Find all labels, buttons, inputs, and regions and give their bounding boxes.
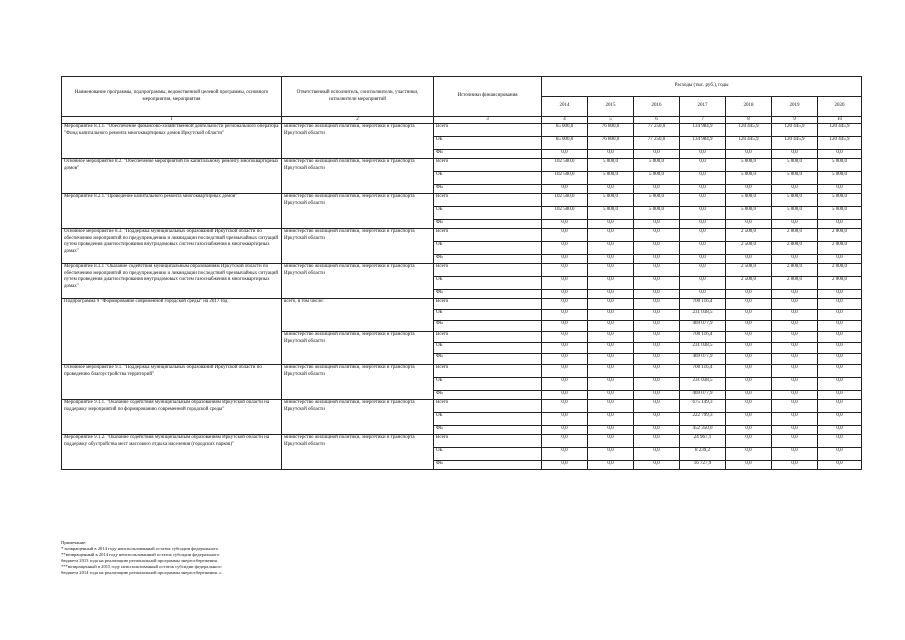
funding-source: Всего <box>434 159 542 172</box>
amount-cell: 0,0 <box>818 255 862 264</box>
amount-cell: 0,0 <box>772 426 818 435</box>
amount-cell: 0,0 <box>726 290 772 299</box>
amount-cell: 0,0 <box>726 255 772 264</box>
year-header: 2018 <box>726 97 772 117</box>
amount-cell: 5 000,0 <box>726 172 772 185</box>
amount-cell: 0,0 <box>726 461 772 470</box>
year-header: 2017 <box>680 97 726 117</box>
amount-cell: 0,0 <box>588 426 634 435</box>
amount-cell: 5 000,0 <box>588 194 634 207</box>
amount-cell: 5 000,0 <box>772 207 818 220</box>
amount-cell: 134 984,9 <box>680 124 726 137</box>
table-row <box>62 229 862 242</box>
amount-cell: 0,0 <box>818 310 862 321</box>
amount-cell: 0,0 <box>772 220 818 229</box>
amount-cell: 0,0 <box>726 365 772 378</box>
amount-cell: 0,0 <box>818 290 862 299</box>
amount-cell: 0,0 <box>634 332 680 343</box>
activity-name: Основное мероприятие 9.1. "Поддержка муниципальных образований Иркутской области по проведению благоустройства территорий" <box>62 365 282 400</box>
amount-cell: 0,0 <box>634 321 680 332</box>
column-number: 10 <box>818 117 862 124</box>
amount-cell: 469 077,9 <box>680 391 726 400</box>
year-header: 2014 <box>542 97 588 117</box>
amount-cell: 0,0 <box>588 461 634 470</box>
amount-cell: 0,0 <box>772 391 818 400</box>
amount-cell: 0,0 <box>680 172 726 185</box>
amount-cell: 0,0 <box>588 310 634 321</box>
amount-cell: 0,0 <box>542 426 588 435</box>
amount-cell: 77 250,0 <box>634 124 680 137</box>
amount-cell: 0,0 <box>542 391 588 400</box>
amount-cell: 5 000,0 <box>634 159 680 172</box>
funding-source: Всего <box>434 400 542 413</box>
amount-cell: 0,0 <box>588 242 634 255</box>
funding-source: ОБ <box>434 137 542 150</box>
amount-cell: 0,0 <box>542 150 588 159</box>
amount-cell: 120 445,9 <box>818 137 862 150</box>
note-line: ***возвращенный в 2015 году неиспользованный остаток субсидии федерального <box>61 564 222 569</box>
amount-cell: 5 000,0 <box>726 207 772 220</box>
amount-cell: 0,0 <box>588 255 634 264</box>
amount-cell: 0,0 <box>542 332 588 343</box>
activity-name: Основное мероприятие 8.3. "Поддержка муниципальных образований Иркутской области по обеспечению мероприятий по предупреждению и ликвидации последствий чрезвычайных ситуаций путем проведения диагностирования внутридомовых систем газоснабжения в многоквартирных домах" <box>62 229 282 264</box>
amount-cell: 120 445,9 <box>726 137 772 150</box>
amount-cell: 65 000,0 <box>542 137 588 150</box>
funding-source: ФБ <box>434 461 542 470</box>
notes <box>61 540 361 576</box>
amount-cell: 700 116,4 <box>680 365 726 378</box>
column-number: 9 <box>772 117 818 124</box>
amount-cell: 76 800,0 <box>588 137 634 150</box>
amount-cell: 0,0 <box>772 321 818 332</box>
amount-cell: 0,0 <box>772 354 818 365</box>
amount-cell: 0,0 <box>542 354 588 365</box>
note-line: **возвращенный в 2014 году неиспользованный остаток субсидии федерального <box>61 552 220 557</box>
amount-cell: 0,0 <box>634 461 680 470</box>
amount-cell: 0,0 <box>726 332 772 343</box>
amount-cell: 0,0 <box>588 435 634 448</box>
column-number: 4 <box>542 117 588 124</box>
amount-cell: 0,0 <box>726 321 772 332</box>
executor: министерство жилищной политики, энергетики и транспорта Иркутской области <box>282 365 434 400</box>
amount-cell: 700 116,4 <box>680 299 726 310</box>
amount-cell: 5 000,0 <box>818 207 862 220</box>
executor: министерство жилищной политики, энергетики и транспорта Иркутской области <box>282 435 434 470</box>
amount-cell: 2 000,0 <box>818 229 862 242</box>
amount-cell: 24 967,1 <box>680 435 726 448</box>
amount-cell: 102 500,0 <box>542 194 588 207</box>
amount-cell: 0,0 <box>680 277 726 290</box>
amount-cell: 0,0 <box>634 299 680 310</box>
year-header: 2016 <box>634 97 680 117</box>
amount-cell: 0,0 <box>634 343 680 354</box>
amount-cell: 0,0 <box>542 242 588 255</box>
column-number: 6 <box>634 117 680 124</box>
amount-cell: 0,0 <box>634 400 680 413</box>
amount-cell: 700 116,4 <box>680 332 726 343</box>
amount-cell: 0,0 <box>634 426 680 435</box>
header-source: Источники финансирования <box>434 77 542 117</box>
header-name: Наименование программы, подпрограммы, ведомственной целевой программы, основного мероприятия, мероприятия <box>62 77 282 117</box>
amount-cell: 0,0 <box>634 150 680 159</box>
table-row <box>62 435 862 448</box>
amount-cell: 120 445,9 <box>772 137 818 150</box>
table-row <box>62 124 862 137</box>
amount-cell: 5 000,0 <box>772 172 818 185</box>
amount-cell: 0,0 <box>634 242 680 255</box>
amount-cell: 5 000,0 <box>818 172 862 185</box>
funding-source: ФБ <box>434 321 542 332</box>
amount-cell: 0,0 <box>818 332 862 343</box>
amount-cell: 5 000,0 <box>772 159 818 172</box>
amount-cell: 65 000,0 <box>542 124 588 137</box>
amount-cell: 0,0 <box>818 299 862 310</box>
amount-cell: 0,0 <box>680 242 726 255</box>
amount-cell: 0,0 <box>588 220 634 229</box>
amount-cell: 0,0 <box>634 277 680 290</box>
amount-cell: 0,0 <box>542 413 588 426</box>
note-line: бюджета 2014 года на реализацию региональной программы энергосбережения. ». <box>61 570 223 575</box>
amount-cell: 120 445,9 <box>772 124 818 137</box>
amount-cell: 16 727,9 <box>680 461 726 470</box>
amount-cell: 0,0 <box>588 229 634 242</box>
amount-cell: 2 500,0 <box>726 264 772 277</box>
table-row <box>62 400 862 413</box>
column-number: 5 <box>588 117 634 124</box>
amount-cell: 0,0 <box>680 264 726 277</box>
funding-source: ОБ <box>434 172 542 185</box>
amount-cell: 0,0 <box>818 426 862 435</box>
amount-cell: 0,0 <box>772 400 818 413</box>
amount-cell: 2 500,0 <box>726 229 772 242</box>
amount-cell: 0,0 <box>680 255 726 264</box>
amount-cell: 0,0 <box>542 448 588 461</box>
funding-source: ФБ <box>434 354 542 365</box>
amount-cell: 231 038,5 <box>680 310 726 321</box>
amount-cell: 0,0 <box>634 365 680 378</box>
funding-source: Всего <box>434 264 542 277</box>
amount-cell: 0,0 <box>542 220 588 229</box>
amount-cell: 76 800,0 <box>588 124 634 137</box>
amount-cell: 452 350,0 <box>680 426 726 435</box>
amount-cell: 0,0 <box>726 413 772 426</box>
table-row <box>62 194 862 207</box>
column-number: 3 <box>434 117 542 124</box>
executor: министерство жилищной политики, энергетики и транспорта Иркутской области <box>282 332 434 365</box>
amount-cell: 0,0 <box>634 435 680 448</box>
amount-cell: 5 000,0 <box>588 159 634 172</box>
activity-name: Мероприятие 8.2.1."Проведение капитального ремонта многоквартирных домов" <box>62 194 282 229</box>
amount-cell: 0,0 <box>680 159 726 172</box>
funding-source: Всего <box>434 194 542 207</box>
funding-source: ОБ <box>434 343 542 354</box>
amount-cell: 134 984,9 <box>680 137 726 150</box>
amount-cell: 0,0 <box>726 310 772 321</box>
amount-cell: 0,0 <box>726 185 772 194</box>
amount-cell: 0,0 <box>772 343 818 354</box>
amount-cell: 0,0 <box>726 435 772 448</box>
funding-source: ОБ <box>434 378 542 391</box>
amount-cell: 222 799,3 <box>680 413 726 426</box>
amount-cell: 0,0 <box>588 413 634 426</box>
amount-cell: 2 000,0 <box>772 229 818 242</box>
amount-cell: 0,0 <box>680 185 726 194</box>
amount-cell: 231 038,5 <box>680 378 726 391</box>
amount-cell: 77 250,0 <box>634 137 680 150</box>
amount-cell: 0,0 <box>542 229 588 242</box>
amount-cell: 0,0 <box>542 290 588 299</box>
amount-cell: 0,0 <box>680 290 726 299</box>
amount-cell: 0,0 <box>634 391 680 400</box>
funding-source: Всего <box>434 332 542 343</box>
funding-source: ОБ <box>434 448 542 461</box>
amount-cell: 0,0 <box>818 400 862 413</box>
amount-cell: 0,0 <box>818 461 862 470</box>
amount-cell: 0,0 <box>818 413 862 426</box>
activity-name: Мероприятие 9.1.1. "Оказание содействия муниципальным образованиям Иркутской области на поддержку мероприятий по формированию современной городской среды" <box>62 400 282 435</box>
amount-cell: 2 000,0 <box>818 242 862 255</box>
funding-source: ФБ <box>434 185 542 194</box>
funding-source: ФБ <box>434 255 542 264</box>
funding-source: Всего <box>434 299 542 310</box>
amount-cell: 2 000,0 <box>772 277 818 290</box>
amount-cell: 0,0 <box>588 365 634 378</box>
amount-cell: 0,0 <box>726 391 772 400</box>
header-expenses: Расходы (тыс. руб.), годы <box>542 77 862 97</box>
funding-source: ФБ <box>434 220 542 229</box>
funding-source: ФБ <box>434 426 542 435</box>
amount-cell: 120 445,9 <box>818 124 862 137</box>
amount-cell: 0,0 <box>588 290 634 299</box>
amount-cell: 0,0 <box>588 332 634 343</box>
amount-cell: 0,0 <box>726 448 772 461</box>
amount-cell: 0,0 <box>634 448 680 461</box>
funding-source: ОБ <box>434 277 542 290</box>
amount-cell: 0,0 <box>772 461 818 470</box>
table-row <box>62 264 862 277</box>
funding-source: ФБ <box>434 290 542 299</box>
amount-cell: 0,0 <box>680 194 726 207</box>
amount-cell: 0,0 <box>542 461 588 470</box>
budget-sheet <box>61 76 862 470</box>
amount-cell: 0,0 <box>588 321 634 332</box>
amount-cell: 0,0 <box>542 277 588 290</box>
year-header: 2015 <box>588 97 634 117</box>
amount-cell: 0,0 <box>818 354 862 365</box>
amount-cell: 0,0 <box>818 185 862 194</box>
amount-cell: 0,0 <box>818 448 862 461</box>
table-row <box>62 299 862 310</box>
amount-cell: 0,0 <box>634 413 680 426</box>
funding-source: ФБ <box>434 391 542 400</box>
notes-title: Примечание: <box>61 540 87 545</box>
amount-cell: 2 000,0 <box>818 277 862 290</box>
amount-cell: 0,0 <box>588 185 634 194</box>
activity-name: Мероприятие 8.1.1. "Обеспечение финансово-хозяйственной деятельности регионального оператора "Фонд капитального ремонта многоквартирных домов Иркутской области" <box>62 124 282 159</box>
amount-cell: 0,0 <box>588 299 634 310</box>
funding-source: ОБ <box>434 413 542 426</box>
amount-cell: 0,0 <box>542 321 588 332</box>
amount-cell: 0,0 <box>588 264 634 277</box>
funding-source: ФБ <box>434 150 542 159</box>
executor: всего, в том числе: <box>282 299 434 332</box>
amount-cell: 469 077,9 <box>680 354 726 365</box>
amount-cell: 0,0 <box>772 332 818 343</box>
table-row <box>62 159 862 172</box>
amount-cell: 5 000,0 <box>726 159 772 172</box>
amount-cell: 0,0 <box>726 354 772 365</box>
amount-cell: 0,0 <box>634 310 680 321</box>
amount-cell: 8 239,2 <box>680 448 726 461</box>
funding-source: Всего <box>434 365 542 378</box>
amount-cell: 0,0 <box>726 426 772 435</box>
executor: министерство жилищной политики, энергетики и транспорта Иркутской области <box>282 124 434 159</box>
amount-cell: 2 000,0 <box>818 264 862 277</box>
funding-source: Всего <box>434 229 542 242</box>
funding-source: ОБ <box>434 310 542 321</box>
amount-cell: 0,0 <box>772 435 818 448</box>
amount-cell: 0,0 <box>772 378 818 391</box>
budget-table <box>61 76 862 470</box>
amount-cell: 2 000,0 <box>772 264 818 277</box>
executor: министерство жилищной политики, энергетики и транспорта Иркутской области <box>282 264 434 299</box>
amount-cell: 0,0 <box>772 299 818 310</box>
amount-cell: 0,0 <box>542 435 588 448</box>
amount-cell: 0,0 <box>818 343 862 354</box>
amount-cell: 0,0 <box>772 255 818 264</box>
amount-cell: 0,0 <box>542 264 588 277</box>
amount-cell: 0,0 <box>634 220 680 229</box>
column-number: 2 <box>282 117 434 124</box>
year-header: 2020 <box>818 97 862 117</box>
amount-cell: 0,0 <box>542 310 588 321</box>
funding-source: ОБ <box>434 242 542 255</box>
amount-cell: 0,0 <box>588 343 634 354</box>
column-number: 7 <box>680 117 726 124</box>
amount-cell: 5 000,0 <box>634 194 680 207</box>
amount-cell: 0,0 <box>588 391 634 400</box>
amount-cell: 0,0 <box>772 185 818 194</box>
amount-cell: 469 077,9 <box>680 321 726 332</box>
amount-cell: 675 149,3 <box>680 400 726 413</box>
amount-cell: 0,0 <box>588 150 634 159</box>
amount-cell: 5 000,0 <box>634 172 680 185</box>
table-row <box>62 365 862 378</box>
amount-cell: 0,0 <box>542 255 588 264</box>
subprogram-name: Подпрограмма 9 "Формирование современной городской среды" на 2017 год <box>62 299 282 365</box>
executor: министерство жилищной политики, энергетики и транспорта Иркутской области <box>282 194 434 229</box>
header-executor: Ответственный исполнитель, соисполнители, участники, исполнители мероприятий <box>282 77 434 117</box>
amount-cell: 2 500,0 <box>726 277 772 290</box>
amount-cell: 0,0 <box>726 343 772 354</box>
amount-cell: 2 500,0 <box>726 242 772 255</box>
amount-cell: 0,0 <box>588 354 634 365</box>
amount-cell: 0,0 <box>818 365 862 378</box>
year-header: 2019 <box>772 97 818 117</box>
amount-cell: 0,0 <box>772 448 818 461</box>
amount-cell: 0,0 <box>726 299 772 310</box>
activity-name: Мероприятие 8.3.1 "Оказание содействия муниципальным образованиям Иркутской области по обеспечению мероприятий по предупреждению и ликвидации последствий чрезвычайных ситуаций путем проведения диагностирования внутридомовых систем газоснабжения в многоквартирных домах" <box>62 264 282 299</box>
amount-cell: 0,0 <box>588 378 634 391</box>
amount-cell: 0,0 <box>634 255 680 264</box>
funding-source: ОБ <box>434 207 542 220</box>
funding-source: Всего <box>434 124 542 137</box>
column-number: 1 <box>62 117 282 124</box>
amount-cell: 0,0 <box>726 150 772 159</box>
funding-source: Всего <box>434 435 542 448</box>
amount-cell: 0,0 <box>680 220 726 229</box>
amount-cell: 0,0 <box>588 448 634 461</box>
amount-cell: 0,0 <box>818 321 862 332</box>
amount-cell: 0,0 <box>818 391 862 400</box>
amount-cell: 5 000,0 <box>634 207 680 220</box>
executor: министерство жилищной политики, энергетики и транспорта Иркутской области <box>282 400 434 435</box>
activity-name: Мероприятие 9.1.2. "Оказание содействия муниципальным образованиям Иркутской области на поддержку обустройства мест массового отдыха населения (городских парков)" <box>62 435 282 470</box>
amount-cell: 0,0 <box>542 400 588 413</box>
amount-cell: 0,0 <box>634 354 680 365</box>
amount-cell: 231 038,5 <box>680 343 726 354</box>
amount-cell: 5 000,0 <box>818 194 862 207</box>
amount-cell: 0,0 <box>726 400 772 413</box>
amount-cell: 0,0 <box>772 310 818 321</box>
amount-cell: 0,0 <box>680 150 726 159</box>
amount-cell: 0,0 <box>634 229 680 242</box>
executor: министерство жилищной политики, энергетики и транспорта Иркутской области <box>282 229 434 264</box>
amount-cell: 0,0 <box>818 220 862 229</box>
amount-cell: 0,0 <box>680 229 726 242</box>
amount-cell: 0,0 <box>726 220 772 229</box>
amount-cell: 102 500,0 <box>542 172 588 185</box>
amount-cell: 5 000,0 <box>772 194 818 207</box>
column-number: 8 <box>726 117 772 124</box>
amount-cell: 120 445,9 <box>726 124 772 137</box>
amount-cell: 102 500,0 <box>542 207 588 220</box>
amount-cell: 0,0 <box>680 207 726 220</box>
amount-cell: 0,0 <box>772 150 818 159</box>
amount-cell: 102 500,0 <box>542 159 588 172</box>
amount-cell: 5 000,0 <box>726 194 772 207</box>
amount-cell: 0,0 <box>634 290 680 299</box>
amount-cell: 0,0 <box>726 378 772 391</box>
amount-cell: 2 000,0 <box>772 242 818 255</box>
amount-cell: 0,0 <box>588 400 634 413</box>
amount-cell: 0,0 <box>772 365 818 378</box>
note-line: * возвращенный в 2014 году неиспользованный остаток субсидии федерального <box>61 546 219 551</box>
amount-cell: 5 000,0 <box>818 159 862 172</box>
amount-cell: 0,0 <box>588 277 634 290</box>
amount-cell: 0,0 <box>542 365 588 378</box>
amount-cell: 5 000,0 <box>588 172 634 185</box>
amount-cell: 0,0 <box>772 413 818 426</box>
amount-cell: 0,0 <box>772 290 818 299</box>
amount-cell: 0,0 <box>542 378 588 391</box>
amount-cell: 0,0 <box>634 378 680 391</box>
amount-cell: 0,0 <box>542 343 588 354</box>
amount-cell: 0,0 <box>818 435 862 448</box>
amount-cell: 0,0 <box>542 185 588 194</box>
note-line: бюджета 2013 года на реализацию региональной программы энергосбережения. <box>61 558 218 563</box>
activity-name: Основное мероприятие 8.2. "Обеспечение мероприятий по капитальному ремонту многоквартирных домов" <box>62 159 282 194</box>
executor: министерство жилищной политики, энергетики и транспорта Иркутской области <box>282 159 434 194</box>
amount-cell: 0,0 <box>818 378 862 391</box>
amount-cell: 0,0 <box>542 299 588 310</box>
amount-cell: 0,0 <box>634 185 680 194</box>
amount-cell: 0,0 <box>634 264 680 277</box>
amount-cell: 0,0 <box>818 150 862 159</box>
amount-cell: 5 000,0 <box>588 207 634 220</box>
